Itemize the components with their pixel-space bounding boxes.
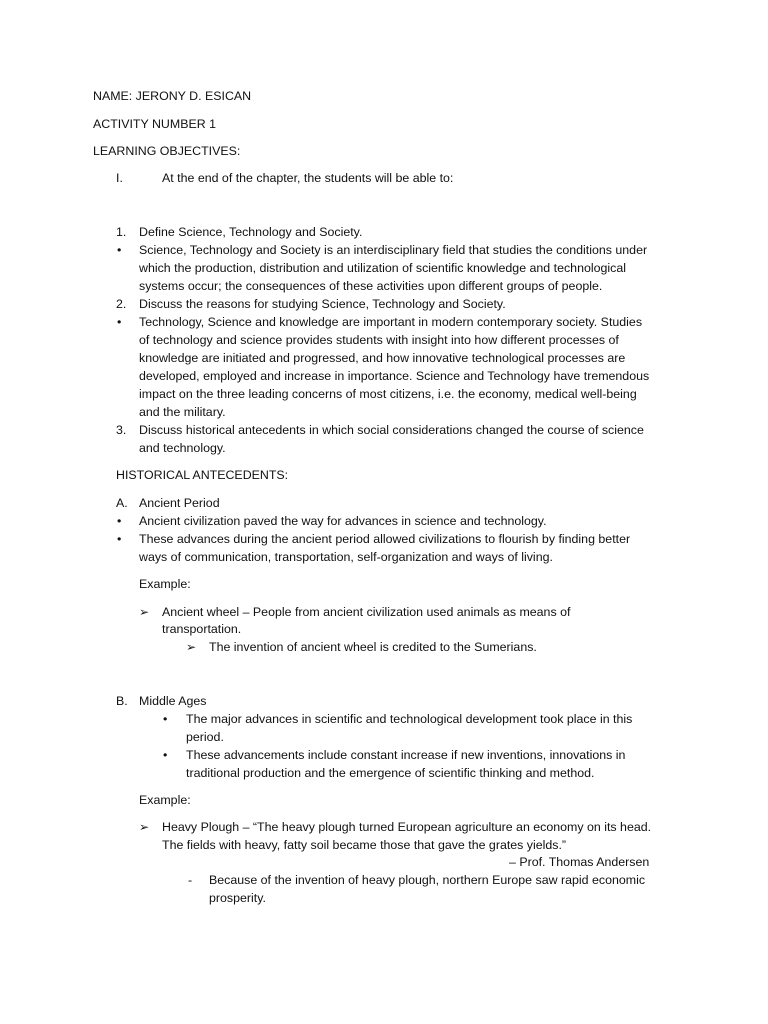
student-name: NAME: JERONY D. ESICAN	[93, 89, 252, 103]
roman-item-text: At the end of the chapter, the students will be able to:	[162, 171, 454, 185]
section-letter: A.	[116, 496, 128, 510]
roman-numeral-marker: I.	[116, 171, 123, 185]
quote-attribution: – Prof. Thomas Andersen	[509, 855, 650, 869]
bullet-text-line: which the production, distribution and utilization of scientific knowledge and technological	[139, 261, 626, 275]
bullet-text-line: traditional production and the emergence of scientific thinking and method.	[186, 766, 595, 780]
bullet-icon: •	[117, 243, 122, 257]
bullet-text-line: knowledge are initiated and progressed, and how innovative technological processes are	[139, 351, 626, 365]
bullet-text-line: impact on the three leading concerns of most citizens, i.e. the economy, medical well-being	[139, 387, 637, 401]
list-item: Discuss the reasons for studying Science, Technology and Society.	[139, 297, 506, 311]
dash-marker: -	[188, 873, 193, 887]
bullet-text-line: developed, employed and increase in importance. Science and Technology have tremendous	[139, 369, 650, 383]
bullet-text-line: and the military.	[139, 405, 226, 419]
bullet-text-line: period.	[186, 730, 224, 744]
quote-text-line: The fields with heavy, fatty soil became those that gave the grates yields.”	[162, 838, 567, 852]
bullet-text-line: Technology, Science and knowledge are important in modern contemporary society. Studies	[139, 315, 643, 329]
bullet-text-line: ways of communication, transportation, self-organization and ways of living.	[139, 550, 553, 564]
dash-text-line: Because of the invention of heavy plough, northern Europe saw rapid economic	[209, 873, 646, 887]
arrow-text-line: transportation.	[162, 622, 242, 636]
arrow-text-line: The invention of ancient wheel is credited to the Sumerians.	[209, 640, 537, 654]
bullet-text-line: Science, Technology and Society is an interdisciplinary field that studies the conditions under	[139, 243, 648, 257]
dash-text-line: prosperity.	[209, 891, 266, 905]
section-letter: B.	[116, 694, 128, 708]
arrow-bullet-icon: ➢	[139, 820, 150, 834]
list-item: and technology.	[139, 441, 226, 455]
list-item: Discuss historical antecedents in which social considerations changed the course of science	[139, 423, 644, 437]
list-number: 3.	[116, 423, 127, 437]
list-number: 2.	[116, 297, 127, 311]
bullet-text-line: These advances during the ancient period allowed civilizations to flourish by finding better	[139, 532, 631, 546]
historical-antecedents-heading: HISTORICAL ANTECEDENTS:	[116, 468, 289, 482]
learning-objectives-heading: LEARNING OBJECTIVES:	[93, 144, 241, 158]
bullet-text-line: of technology and science provides students with insight into how different processes of	[139, 333, 619, 347]
arrow-text-line: Ancient wheel – People from ancient civilization used animals as means of	[162, 605, 571, 619]
section-title: Middle Ages	[139, 694, 207, 708]
quote-text-line: Heavy Plough – “The heavy plough turned European agriculture an economy on its head.	[162, 820, 652, 834]
bullet-text-line: The major advances in scientific and technological development took place in this	[186, 712, 633, 726]
list-item: Define Science, Technology and Society.	[139, 225, 363, 239]
bullet-text-line: These advancements include constant increase if new inventions, innovations in	[186, 748, 626, 762]
section-title: Ancient Period	[139, 496, 220, 510]
bullet-icon: •	[163, 712, 168, 726]
bullet-text-line: systems occur; the consequences of these activities upon different groups of people.	[139, 279, 603, 293]
arrow-bullet-icon: ➢	[186, 640, 197, 654]
bullet-text-line: Ancient civilization paved the way for advances in science and technology.	[139, 514, 547, 528]
example-label: Example:	[139, 793, 191, 807]
bullet-icon: •	[117, 514, 122, 528]
list-number: 1.	[116, 225, 127, 239]
arrow-bullet-icon: ➢	[139, 605, 150, 619]
bullet-icon: •	[117, 532, 122, 546]
example-label: Example:	[139, 577, 191, 591]
activity-number: ACTIVITY NUMBER 1	[93, 117, 217, 131]
bullet-icon: •	[117, 315, 122, 329]
bullet-icon: •	[163, 748, 168, 762]
